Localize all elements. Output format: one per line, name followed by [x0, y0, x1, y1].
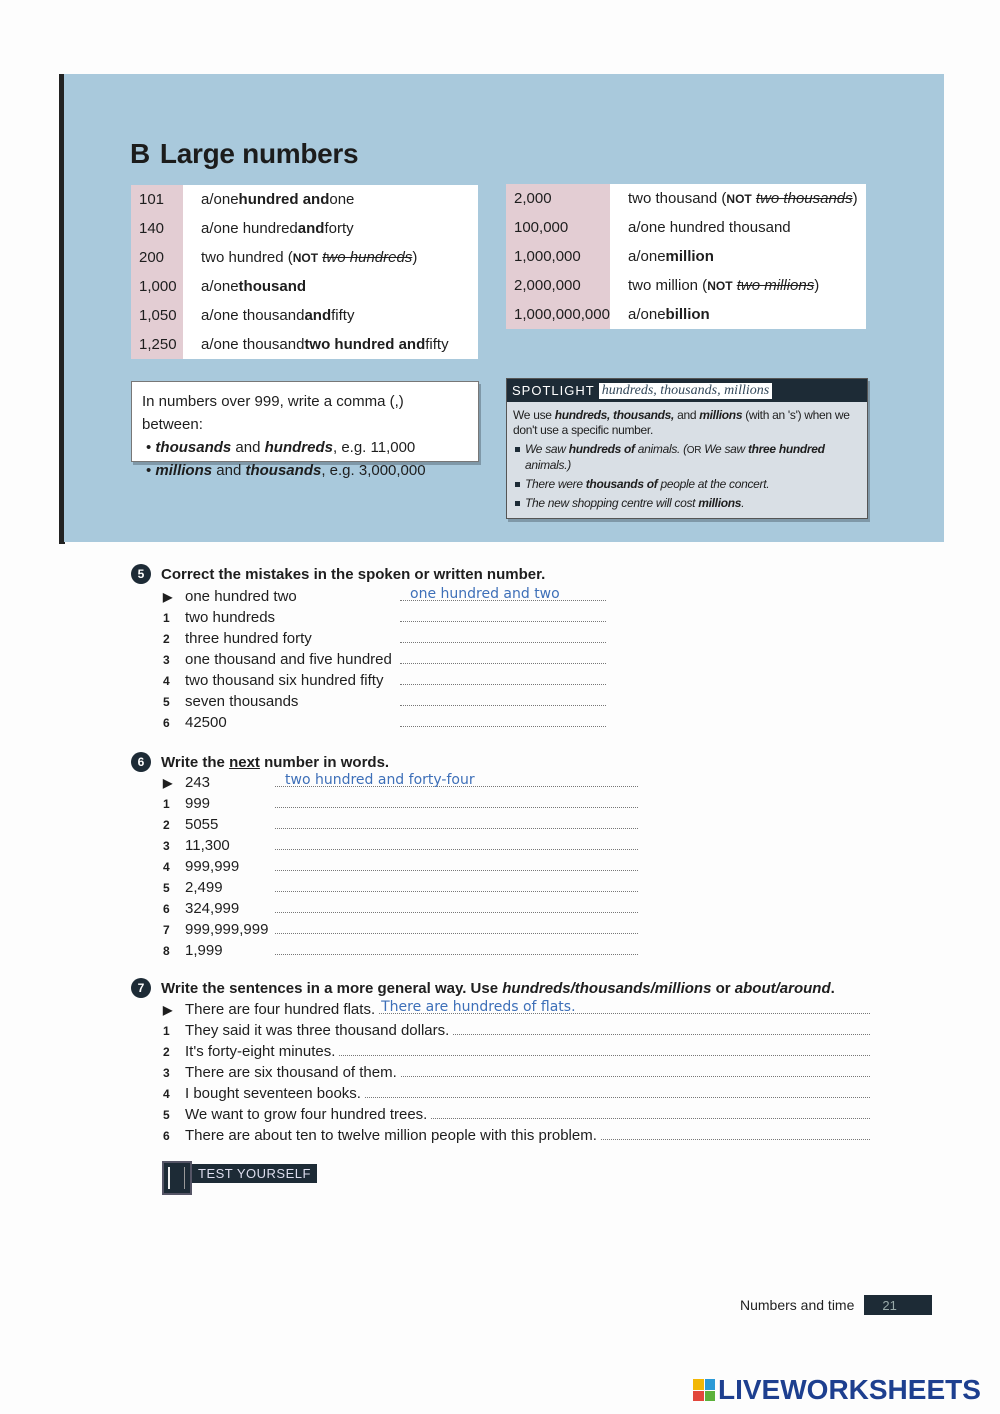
answer-input[interactable] — [365, 1083, 870, 1098]
exercise-row: 5 We want to grow four hundred trees. — [163, 1104, 870, 1125]
words-cell: a/one thousand — [201, 278, 307, 295]
exercise-row: 5 seven thousands — [163, 691, 606, 712]
liveworksheets-grid-icon — [693, 1379, 715, 1401]
answer-input[interactable] — [431, 1104, 870, 1119]
table-row — [131, 185, 478, 214]
spotlight-topic: hundreds, thousands, millions — [599, 383, 773, 399]
answer-input[interactable] — [400, 712, 606, 727]
exercise-row: 2 three hundred forty — [163, 628, 606, 649]
words-cell: a/one thousand two hundred and fifty — [201, 336, 449, 353]
table-row — [506, 242, 866, 271]
section-heading: Large numbers — [159, 138, 359, 169]
section-letter: B — [130, 138, 150, 169]
table-row — [506, 184, 866, 213]
answer-input[interactable] — [275, 835, 638, 850]
brand-name: LIVEWORKSHEETS — [718, 1374, 981, 1405]
words-cell: a/one thousand and fifty — [201, 307, 355, 324]
exercise-number-badge: 6 — [131, 752, 151, 772]
answer-input[interactable] — [400, 691, 606, 706]
exercise-row: 1 two hundreds — [163, 607, 606, 628]
words-cell: two hundred ( NOT two hundreds ) — [201, 249, 418, 266]
exercise-row: 6 There are about ten to twelve million people with this problem. — [163, 1125, 870, 1146]
answer-input[interactable] — [275, 940, 638, 955]
right-number-table — [506, 184, 866, 329]
answer-input[interactable] — [401, 1062, 870, 1077]
spotlight-box — [506, 378, 868, 519]
number-cell: 101 — [131, 185, 183, 214]
exercise-instruction: Write the sentences in a more general way. Use hundreds/thousands/millions or about/around. — [161, 979, 835, 997]
answer-line — [275, 772, 638, 787]
number-cell: 1,250 — [131, 330, 183, 359]
answer-input[interactable] — [275, 898, 638, 913]
answer-input[interactable] — [275, 793, 638, 808]
exercise-row: 1 They said it was three thousand dollars. — [163, 1020, 870, 1041]
exercise-row: 4 999,999 — [163, 856, 638, 877]
spotlight-example: There were thousands of people at the concert. — [513, 477, 861, 492]
test-yourself-button[interactable] — [162, 1162, 317, 1194]
exercise-row: 5 2,499 — [163, 877, 638, 898]
exercise-instruction: Write the next number in words. — [161, 753, 390, 771]
words-cell: a/one million — [628, 248, 714, 265]
book-icon — [162, 1161, 192, 1195]
page-footer — [740, 1295, 932, 1315]
exercise-row: 3 There are six thousand of them. — [163, 1062, 870, 1083]
answer-input[interactable] — [400, 649, 606, 664]
answer-input[interactable] — [400, 628, 606, 643]
footer-unit-title: Numbers and time — [740, 1297, 855, 1313]
example-answer: There are hundreds of flats. — [381, 999, 576, 1015]
answer-line — [400, 586, 606, 601]
table-row — [506, 213, 866, 242]
spotlight-header — [507, 379, 867, 402]
spotlight-label: SPOTLIGHT — [512, 383, 595, 398]
exercise-row: 3 11,300 — [163, 835, 638, 856]
exercise-row: 6 42500 — [163, 712, 606, 733]
exercise-5-example: ▶ one hundred two one hundred and two — [163, 586, 606, 607]
number-cell: 1,000 — [131, 272, 183, 301]
number-cell: 200 — [131, 243, 183, 272]
number-cell: 2,000,000 — [506, 271, 610, 300]
number-cell: 1,000,000 — [506, 242, 610, 271]
comma-rule-bullet: • millions and thousands, e.g. 3,000,000 — [146, 462, 426, 479]
table-row — [506, 300, 866, 329]
table-row — [131, 272, 478, 301]
exercise-row: 2 It's forty-eight minutes. — [163, 1041, 870, 1062]
exercise-6-title — [131, 752, 389, 772]
example-answer: one hundred and two — [410, 586, 560, 602]
liveworksheets-logo — [693, 1374, 981, 1406]
words-cell: a/one hundred and forty — [201, 220, 354, 237]
words-cell: a/one hundred and one — [201, 191, 355, 208]
words-cell: two million ( NOT two millions ) — [628, 277, 820, 294]
number-cell: 140 — [131, 214, 183, 243]
test-yourself-label: TEST YOURSELF — [192, 1164, 317, 1183]
answer-input[interactable] — [275, 814, 638, 829]
exercise-number-badge: 7 — [131, 978, 151, 998]
left-number-table — [131, 185, 478, 359]
answer-input[interactable] — [339, 1041, 870, 1056]
answer-input[interactable] — [275, 877, 638, 892]
spotlight-example: We saw hundreds of animals. (OR We saw three hundred animals.) — [513, 442, 861, 473]
spotlight-intro: We use hundreds, thousands, and millions (with an 's') when we don't use a specific number. — [513, 408, 850, 437]
answer-input[interactable] — [453, 1020, 870, 1035]
spotlight-example: The new shopping centre will cost millions. — [513, 496, 861, 511]
exercise-row: 2 5055 — [163, 814, 638, 835]
exercise-instruction: Correct the mistakes in the spoken or written number. — [161, 565, 546, 583]
exercise-row: 3 one thousand and five hundred — [163, 649, 606, 670]
answer-input[interactable] — [275, 919, 638, 934]
number-cell: 2,000 — [506, 184, 610, 213]
spotlight-body — [507, 402, 867, 511]
table-row — [131, 243, 478, 272]
exercise-row: 4 two thousand six hundred fifty — [163, 670, 606, 691]
table-row — [131, 214, 478, 243]
comma-rule-bullet: • thousands and hundreds, e.g. 11,000 — [146, 439, 416, 456]
comma-rule-box — [131, 381, 479, 479]
words-cell: a/one billion — [628, 306, 710, 323]
exercise-number-badge: 5 — [131, 564, 151, 584]
example-answer: two hundred and forty-four — [285, 772, 475, 788]
words-cell: two thousand ( NOT two thousands ) — [628, 190, 858, 207]
exercise-row: 7 999,999,999 — [163, 919, 638, 940]
answer-input[interactable] — [601, 1125, 870, 1140]
exercise-6-example: ▶ 243 two hundred and forty-four — [163, 772, 638, 793]
answer-input[interactable] — [275, 856, 638, 871]
words-cell: a/one hundred thousand — [628, 219, 791, 236]
exercise-row: 6 324,999 — [163, 898, 638, 919]
exercise-row: 8 1,999 — [163, 940, 638, 961]
number-cell: 100,000 — [506, 213, 610, 242]
table-row — [131, 301, 478, 330]
exercise-7-example: ▶ There are four hundred flats. There are hundreds of flats. — [163, 999, 870, 1020]
table-row — [131, 330, 478, 359]
exercise-5-title — [131, 564, 545, 584]
answer-line — [379, 999, 870, 1014]
exercise-row: 4 I bought seventeen books. — [163, 1083, 870, 1104]
number-cell: 1,000,000,000 — [506, 300, 610, 329]
exercise-row: 1 999 — [163, 793, 638, 814]
answer-input[interactable] — [400, 670, 606, 685]
answer-input[interactable] — [400, 607, 606, 622]
comma-rule-intro: In numbers over 999, write a comma (,) between: — [142, 393, 404, 433]
number-cell: 1,050 — [131, 301, 183, 330]
section-title — [130, 138, 358, 170]
exercise-7-title — [131, 978, 835, 998]
page-number: 21 — [864, 1295, 932, 1315]
table-row — [506, 271, 866, 300]
